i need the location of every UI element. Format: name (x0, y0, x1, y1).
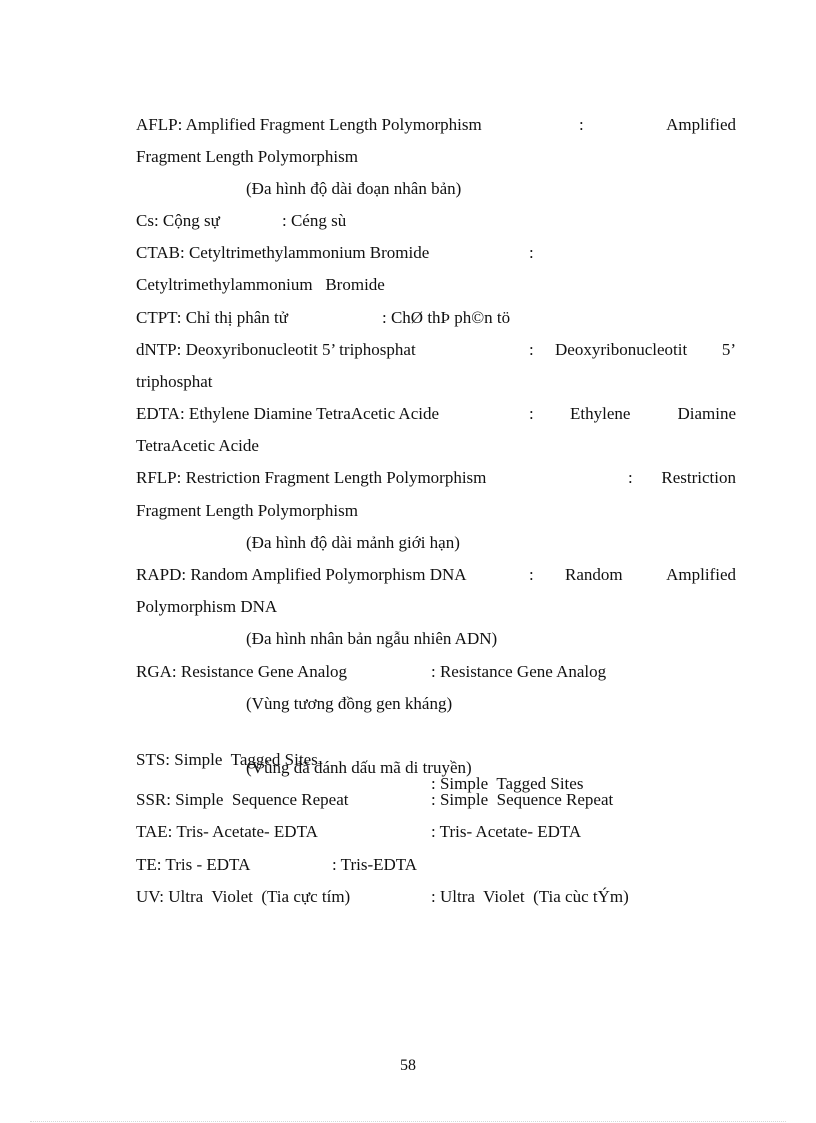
abbr-term: RFLP: Restriction Fragment Length Polymorphism (136, 468, 487, 487)
entry-tae (136, 820, 736, 844)
abbr-term: CTPT: Chỉ thị phân tử (136, 308, 288, 327)
abbr-term: RAPD: Random Amplified Polymorphism DNA (136, 565, 467, 584)
entry-dntp-continuation: triphosphat (136, 372, 213, 391)
definition: : Ultra Violet (Tia cùc tÝm) (431, 887, 629, 906)
definition: : Tris- Acetate- EDTA (431, 822, 582, 841)
entry-rapd (136, 563, 736, 587)
entry-aflp-note: (Đa hình độ dài đoạn nhân bản) (246, 179, 462, 198)
entry-sts-note: (Vùng đã đánh dấu mã di truyền) (246, 758, 472, 777)
definition-word-1: Random (565, 565, 623, 584)
definition: : Simple Tagged Sites (431, 774, 584, 793)
entry-rapd-note: (Đa hình nhân bản ngẫu nhiên ADN) (246, 629, 498, 648)
colon: : (579, 115, 584, 134)
entry-te (136, 853, 736, 877)
entry-edta-continuation: TetraAcetic Acide (136, 436, 259, 455)
entry-dntp (136, 338, 736, 362)
definition-start: Restriction (661, 468, 736, 487)
entry-uv (136, 885, 736, 909)
definition: : ChØ thÞ ph©n tö (382, 308, 511, 327)
definition: : Céng sù (282, 211, 347, 230)
entry-ctab-continuation: Cetyltrimethylammonium Bromide (136, 275, 385, 294)
entry-rga-note: (Vùng tương đồng gen kháng) (246, 694, 453, 713)
entry-cs (136, 209, 736, 233)
entry-ctpt (136, 306, 736, 330)
entry-aflp (136, 113, 736, 137)
abbr-term: Cs: Cộng sự (136, 211, 220, 230)
definition-word-1: Ethylene (570, 404, 631, 423)
entry-rapd-continuation: Polymorphism DNA (136, 597, 278, 616)
definition: : Tris-EDTA (332, 855, 418, 874)
entry-rflp-continuation: Fragment Length Polymorphism (136, 501, 358, 520)
abbr-term: SSR: Simple Sequence Repeat (136, 790, 349, 809)
page-number: 58 (400, 1057, 416, 1074)
definition: : Simple Sequence Repeat (431, 790, 614, 809)
definition-word-2: 5’ (721, 340, 736, 359)
definition: : Resistance Gene Analog (431, 662, 607, 681)
entry-aflp-continuation: Fragment Length Polymorphism (136, 147, 358, 166)
definition-start: Amplified (666, 115, 736, 134)
entry-rflp-note: (Đa hình độ dài mảnh giới hạn) (246, 533, 460, 552)
abbr-term: AFLP: Amplified Fragment Length Polymorphism (136, 115, 482, 134)
abbr-term: EDTA: Ethylene Diamine TetraAcetic Acide (136, 404, 440, 423)
abbr-term: RGA: Resistance Gene Analog (136, 662, 348, 681)
entry-ctab (136, 241, 736, 265)
entry-rga (136, 660, 736, 684)
abbr-term: STS: Simple Tagged Sites (136, 750, 318, 769)
colon: : (529, 565, 534, 584)
entry-edta (136, 402, 736, 426)
definition-word-2: Amplified (666, 565, 736, 584)
abbr-term: CTAB: Cetyltrimethylammonium Bromide (136, 243, 430, 262)
abbr-term: dNTP: Deoxyribonucleotit 5’ triphosphat (136, 340, 416, 359)
footer-divider (30, 1121, 786, 1122)
colon: : (628, 468, 633, 487)
colon: : (529, 340, 534, 359)
colon: : (529, 243, 534, 262)
definition-word-2: Diamine (677, 404, 736, 423)
entry-rflp (136, 466, 736, 490)
abbr-term: UV: Ultra Violet (Tia cực tím) (136, 887, 351, 906)
abbr-term: TAE: Tris- Acetate- EDTA (136, 822, 318, 841)
entry-ssr (136, 788, 736, 812)
colon: : (529, 404, 534, 423)
definition-word-1: Deoxyribonucleotit (555, 340, 688, 359)
abbr-term: TE: Tris - EDTA (136, 855, 251, 874)
